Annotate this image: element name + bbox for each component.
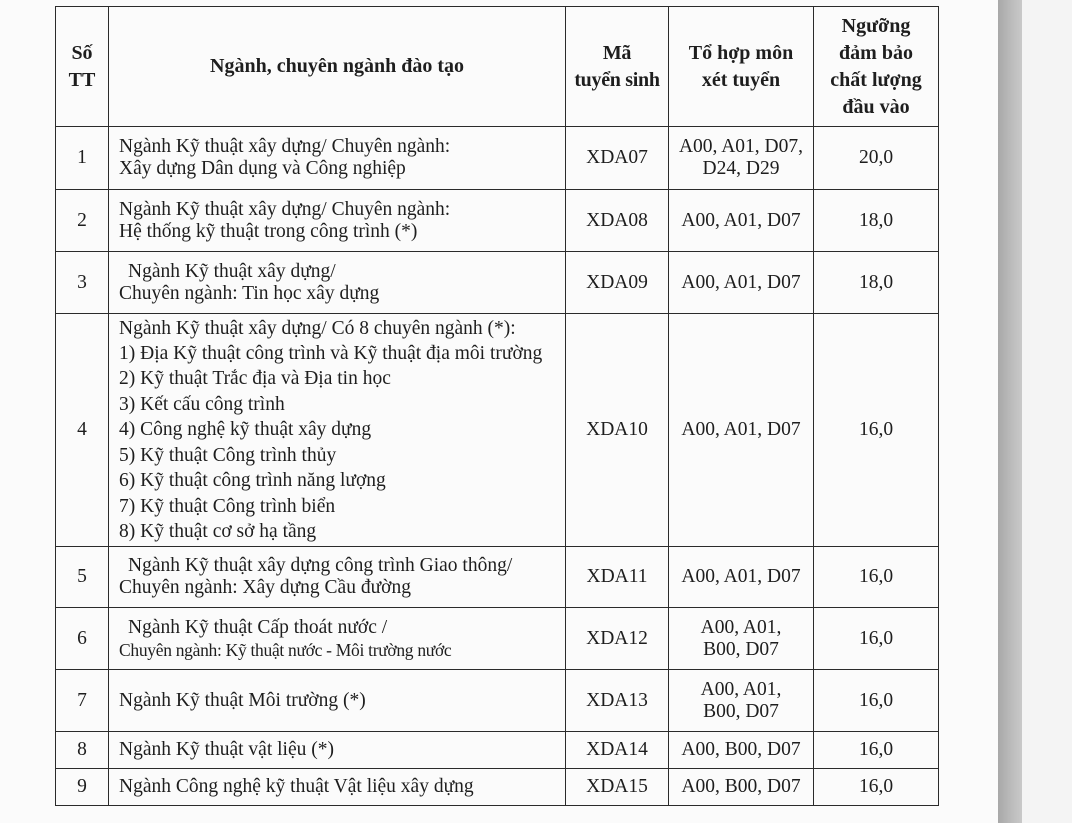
header-subject-combination: Tổ hợp môn xét tuyển [669,7,814,127]
program-title: Ngành Kỹ thuật xây dựng/ Có 8 chuyên ngành (*): [119,317,516,339]
row-stt: 6 [56,608,109,670]
row-stt: 2 [56,190,109,252]
specialization-item: 2) Kỹ thuật Trắc địa và Địa tin học [119,368,391,390]
row-program: Ngành Kỹ thuật xây dựng công trình Giao thông/ Chuyên ngành: Xây dựng Cầu đường [109,547,566,608]
row-admission-code: XDA13 [566,670,669,732]
row-stt: 8 [56,732,109,769]
row-subject-combination: A00, A01, D07 [669,314,814,547]
specialization-item: 1) Địa Kỹ thuật công trình và Kỹ thuật địa môi trường [119,343,543,365]
table-row [56,769,939,806]
row-admission-code: XDA09 [566,252,669,314]
table-row [56,732,939,769]
specialization-item: 6) Kỹ thuật công trình năng lượng [119,470,386,492]
row-stt: 7 [56,670,109,732]
row-threshold: 16,0 [814,314,939,547]
row-program: Ngành Kỹ thuật Môi trường (*) [109,670,566,732]
row-program: Ngành Kỹ thuật xây dựng/ Chuyên ngành: Tin học xây dựng [109,252,566,314]
table-row [56,608,939,670]
row-threshold: 16,0 [814,547,939,608]
row-program: Ngành Kỹ thuật xây dựng/ Chuyên ngành: Hệ thống kỹ thuật trong công trình (*) [109,190,566,252]
table-row [56,670,939,732]
row-threshold: 16,0 [814,769,939,806]
row-admission-code: XDA14 [566,732,669,769]
specialization-item: 7) Kỹ thuật Công trình biển [119,495,336,517]
row-threshold: 16,0 [814,732,939,769]
row-program: Ngành Kỹ thuật xây dựng/ Chuyên ngành: Xây dựng Dân dụng và Công nghiệp [109,127,566,190]
row-stt: 1 [56,127,109,190]
header-stt: Số TT [56,7,109,127]
specialization-item: 4) Công nghệ kỹ thuật xây dựng [119,419,372,441]
row-admission-code: XDA07 [566,127,669,190]
table-row [56,547,939,608]
row-stt: 3 [56,252,109,314]
row-stt: 9 [56,769,109,806]
specialization-item: 5) Kỹ thuật Công trình thủy [119,444,337,466]
row-admission-code: XDA11 [566,547,669,608]
table-row [56,190,939,252]
row-stt: 5 [56,547,109,608]
row-subject-combination: A00, A01, D07, D24, D29 [669,127,814,190]
row-threshold: 16,0 [814,670,939,732]
row-program: Ngành Kỹ thuật Cấp thoát nước / Chuyên ngành: Kỹ thuật nước - Môi trường nước [109,608,566,670]
row-program: Ngành Công nghệ kỹ thuật Vật liệu xây dựng [109,769,566,806]
table-row [56,314,939,547]
row-subject-combination: A00, A01, D07 [669,547,814,608]
row-admission-code: XDA12 [566,608,669,670]
row-subject-combination: A00, A01, D07 [669,252,814,314]
row-program [109,314,566,547]
specialization-item: 3) Kết cấu công trình [119,393,285,415]
row-subject-combination: A00, A01, B00, D07 [669,670,814,732]
header-quality-threshold: Ngưỡng đảm bảo chất lượng đầu vào [814,7,939,127]
row-admission-code: XDA10 [566,314,669,547]
table-row [56,127,939,190]
row-subject-combination: A00, B00, D07 [669,732,814,769]
table-row [56,252,939,314]
row-subject-combination: A00, B00, D07 [669,769,814,806]
row-stt: 4 [56,314,109,547]
row-program: Ngành Kỹ thuật vật liệu (*) [109,732,566,769]
row-threshold: 20,0 [814,127,939,190]
row-admission-code: XDA08 [566,190,669,252]
background-margin [1022,0,1072,823]
table-header-row [56,7,939,127]
row-subject-combination: A00, A01, D07 [669,190,814,252]
page-edge-shadow [998,0,1022,823]
header-program: Ngành, chuyên ngành đào tạo [109,7,566,127]
row-subject-combination: A00, A01, B00, D07 [669,608,814,670]
admission-threshold-table [55,6,939,806]
row-threshold: 18,0 [814,252,939,314]
header-admission-code: Mã tuyển sinh [566,7,669,127]
row-threshold: 18,0 [814,190,939,252]
row-admission-code: XDA15 [566,769,669,806]
row-threshold: 16,0 [814,608,939,670]
specialization-item: 8) Kỹ thuật cơ sở hạ tầng [119,520,317,542]
